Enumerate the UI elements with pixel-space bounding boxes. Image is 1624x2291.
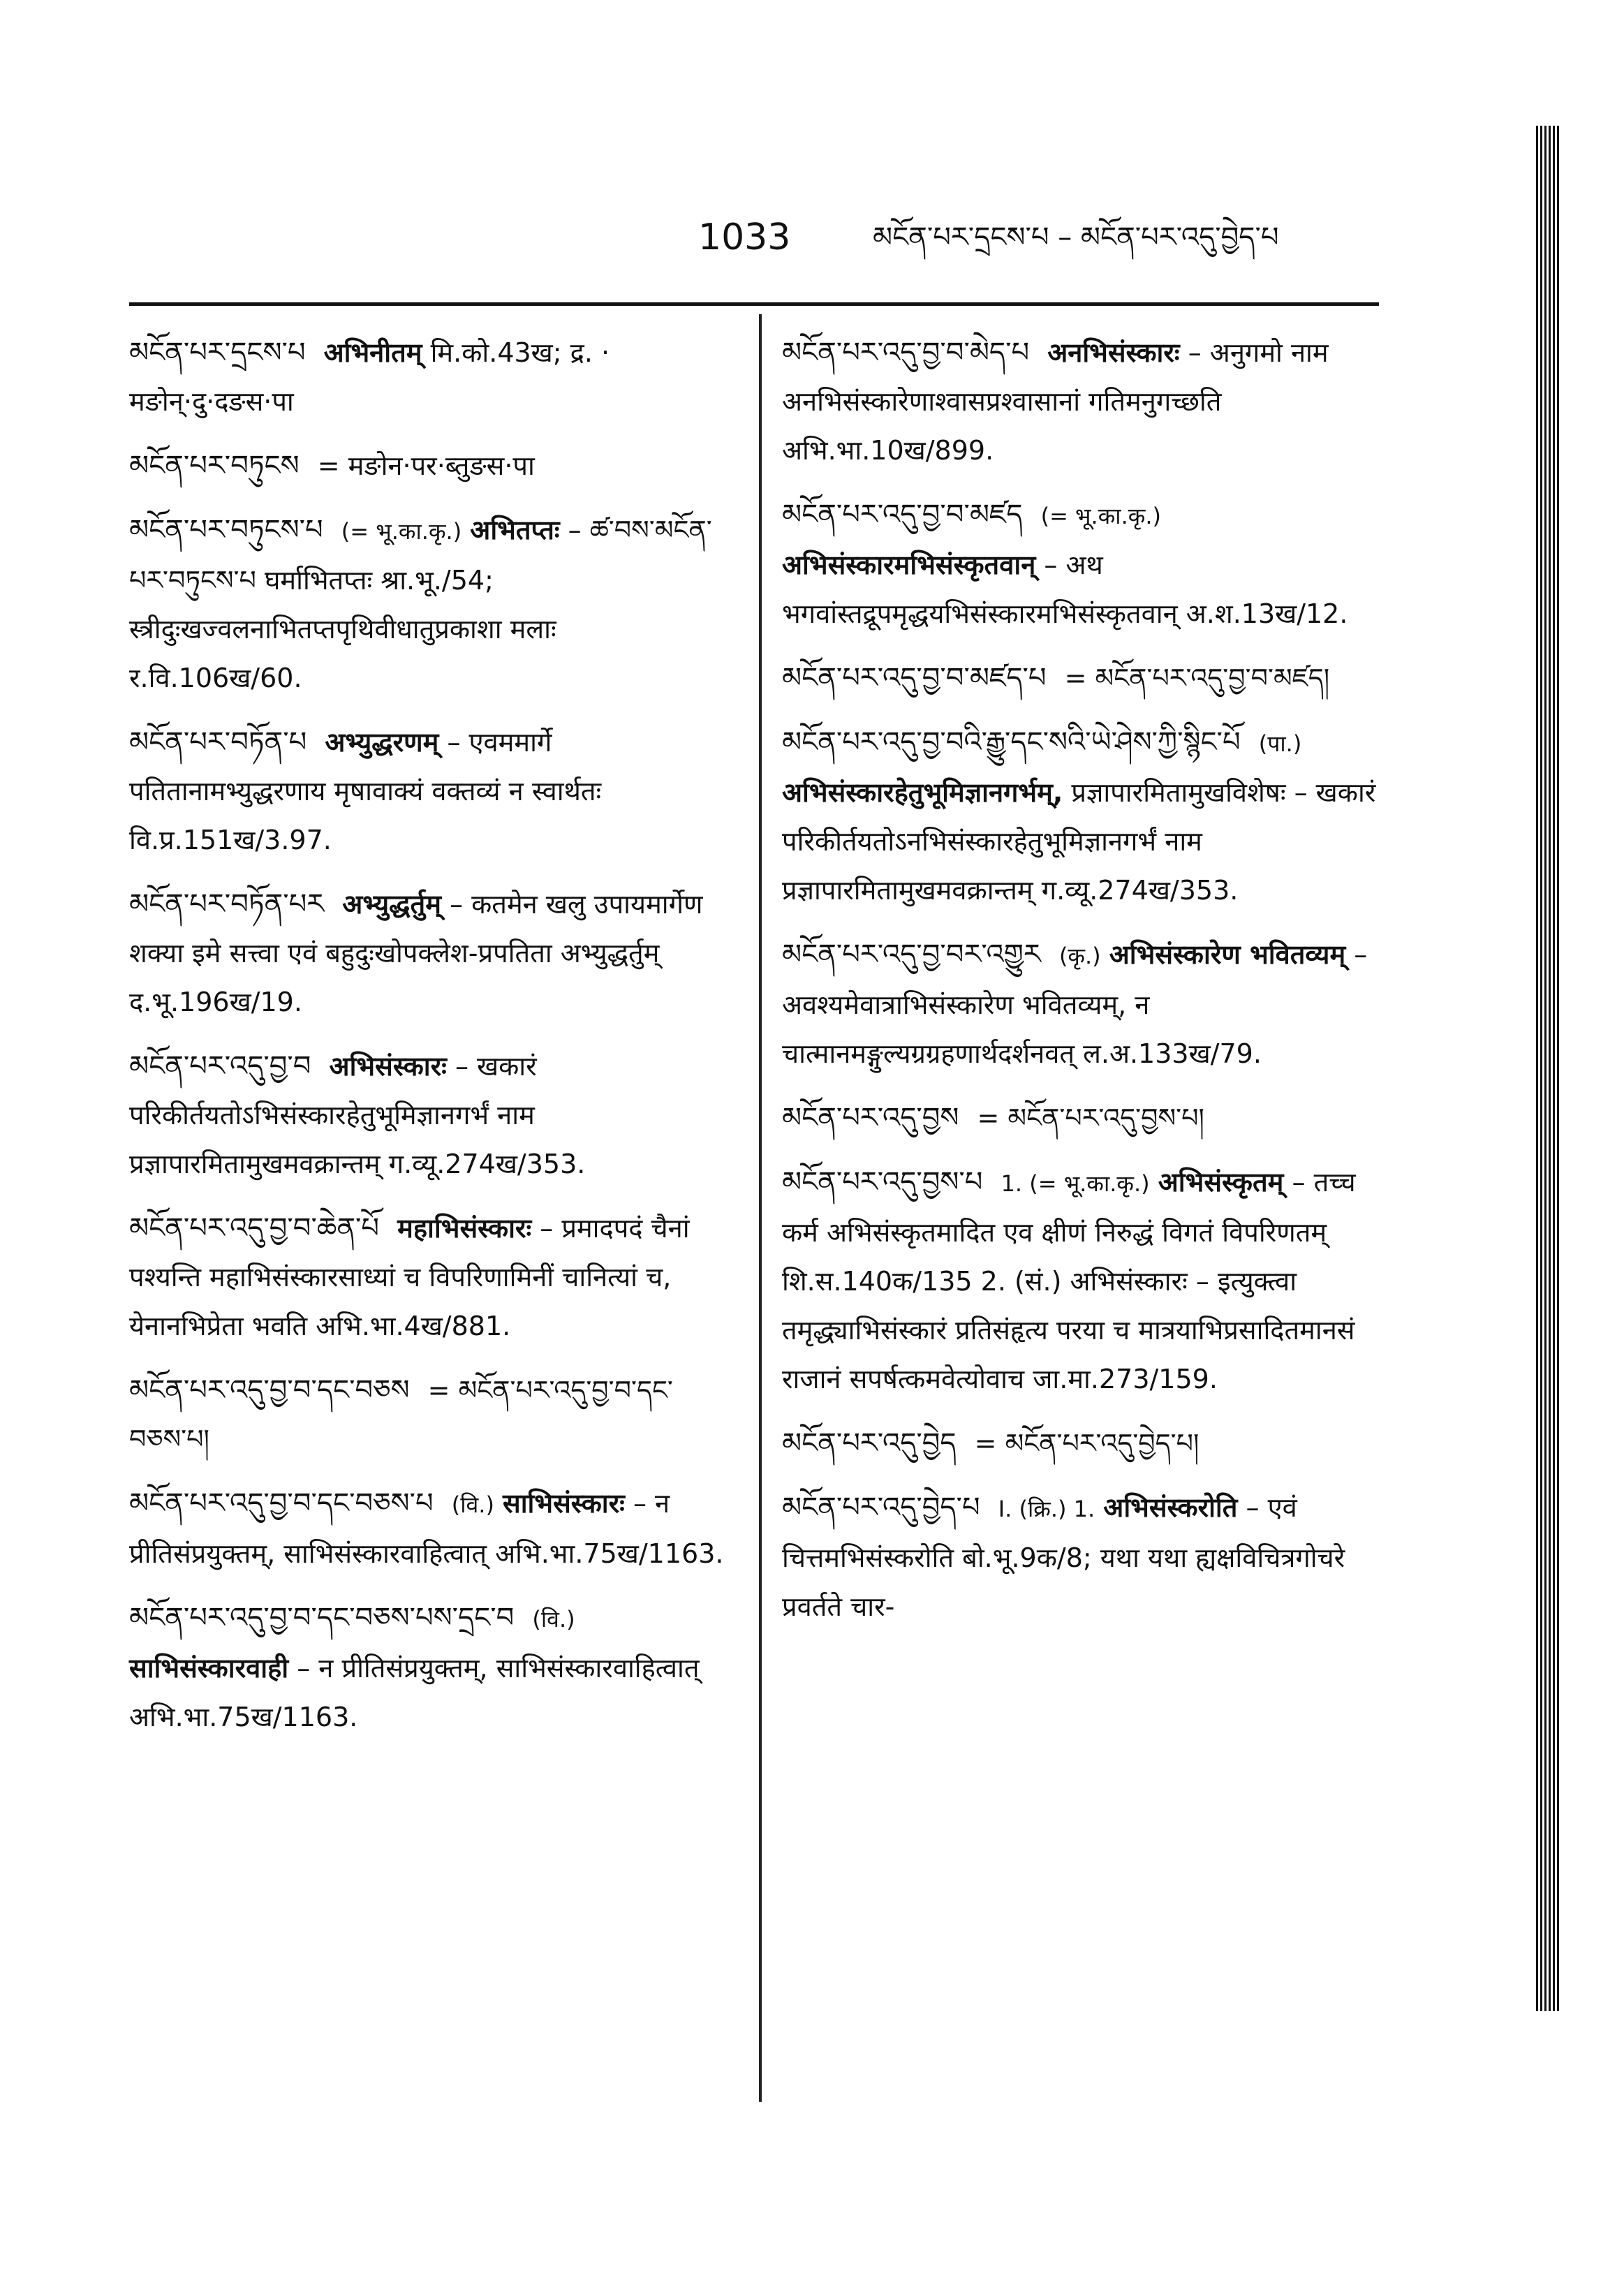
entry-headword: མངོན་པར་བཏོན་པར	[129, 888, 325, 920]
entry-citation: = མངོན་པར་འདུ་བྱས་པ།	[977, 1103, 1204, 1133]
entry-sanskrit-equivalent: अभिसंस्करोति	[1103, 1492, 1238, 1523]
dictionary-entry	[129, 1366, 730, 1464]
entry-grammar-tag: (= भू.का.कृ.)	[341, 518, 462, 545]
entry-sanskrit-equivalent: अभिसंस्कारहेतुभूमिज्ञानगर्भम्,	[782, 777, 1063, 808]
entry-headword: མངོན་པར་འདུ་བྱ་བ་ཆེན་པོ	[129, 1212, 380, 1244]
header-rule	[129, 302, 1379, 306]
entry-headword: མངོན་པར་འདུ་བྱས	[782, 1102, 959, 1134]
entry-headword: མངོན་པར་བཏོན་པ	[129, 726, 307, 758]
entry-grammar-tag: 1. (= भू.का.कृ.)	[1001, 1170, 1150, 1197]
entry-sanskrit-equivalent: साभिसंस्कारः	[503, 1488, 625, 1519]
entry-sanskrit-equivalent: अभिसंस्कारमभिसंस्कृतवान्	[782, 550, 1036, 580]
entry-headword: མངོན་པར་འདུ་བྱ་བ་དང་བཅས་པ	[129, 1487, 434, 1519]
dictionary-entry	[129, 1479, 730, 1578]
dictionary-entry	[782, 654, 1382, 702]
entry-headword: མངོན་པར་འདུ་བྱས་པ	[782, 1166, 983, 1198]
entry-citation: – अनुगमो नाम अनभिसंस्कारेणाश्वासप्रश्वासानां गतिमनुगच्छति अभि.भा.10ख/899.	[782, 337, 1329, 466]
entry-sanskrit-equivalent: अभ्युद्धरणम्	[325, 727, 439, 758]
entry-citation: – अथ भगवांस्तद्रूपमृद्धयभिसंस्कारमभिसंस्कृतवान् अ.श.13ख/12.	[782, 550, 1348, 629]
entry-headword: མངོན་པར་འདུ་བྱ་བ་མཛད་པ	[782, 662, 1047, 694]
entry-grammar-tag: (पा.)	[1258, 730, 1302, 757]
entry-sanskrit-equivalent: अभ्युद्धर्तुम्	[342, 889, 441, 920]
right-column	[782, 328, 1382, 1647]
entry-headword: མངོན་པར་འདུ་བྱ་བ་མེད་པ	[782, 337, 1030, 369]
entry-citation: प्रज्ञापारमितामुखविशेषः – खकारं परिकीर्तयतोऽनभिसंस्कारहेतुभूमिज्ञानगर्भं नाम प्रज्ञापारमितामुखमवक्रान्तम् ग.व्यू.274ख/353.	[782, 777, 1376, 906]
entry-grammar-tag: (वि.)	[451, 1491, 494, 1518]
entry-headword: མངོན་པར་བཏུངས	[129, 450, 300, 482]
entry-headword: མངོན་པར་འདུ་བྱ་བའི་རྒྱུ་དང་སའི་ཡེ་ཤེས་ཀྱི་སྙིང་པོ	[782, 726, 1241, 758]
entry-sanskrit-equivalent: महाभिसंस्कारः	[397, 1213, 532, 1244]
entry-citation: – खकारं परिकीर्तयतोऽभिसंस्कारहेतुभूमिज्ञानगर्भं नाम प्रज्ञापारमितामुखमवक्रान्तम् ग.व्यू.274ख/353.	[129, 1051, 586, 1179]
entry-citation: – अवश्यमेवात्राभिसंस्कारेण भवितव्यम्, न चात्मानमङ्गुल्यग्रग्रहणार्थदर्शनवत् ल.अ.133ख/79.	[782, 939, 1368, 1069]
entry-grammar-tag: (= भू.का.कृ.)	[1040, 503, 1161, 529]
dictionary-entry	[782, 930, 1382, 1078]
entry-sanskrit-equivalent: अभिसंस्कारेण भवितव्यम्	[1109, 939, 1346, 970]
entry-sanskrit-equivalent: साभिसंस्कारवाही	[129, 1653, 289, 1684]
entry-sanskrit-equivalent: अभिनीतम्	[323, 337, 422, 368]
entry-headword: མངོན་པར་འདུ་བྱ་བ་དང་བཅས་པས་དྲང་བ	[129, 1602, 515, 1634]
entry-grammar-tag: (वि.)	[532, 1606, 575, 1633]
dictionary-entry	[129, 441, 730, 490]
dictionary-entry	[782, 328, 1382, 475]
dictionary-entry	[782, 1419, 1382, 1468]
entry-headword: མངོན་པར་འདུ་བྱ་བར་འགྱུར	[782, 938, 1041, 971]
dictionary-entry	[129, 506, 730, 702]
dictionary-entry	[129, 328, 730, 426]
entry-citation: मि.को.43ख; द्र. · मङोन्·दु·दङस·पा	[129, 337, 610, 417]
page-number: 1033	[698, 216, 791, 258]
entry-citation: – कतमेन खलु उपायमार्गेण शक्या इमे सत्त्वा एवं बहुदुःखोपक्लेश-प्रपतिता अभ्युद्धर्तुम् द.भू.196ख/19.	[129, 889, 703, 1017]
dictionary-entry	[782, 1158, 1382, 1404]
entry-headword: མངོན་པར་འདུ་བྱ་བ་མཛད	[782, 499, 1023, 531]
dictionary-entry	[782, 1483, 1382, 1631]
dictionary-entry	[782, 1093, 1382, 1142]
entry-citation: – ཚ་བས་མངོན་པར་བཏུངས་པ घर्माभितप्तः श्रा.भू./54; स्त्रीदुःखज्वलनाभितप्तपृथिवीधातुप्रकाशा मलाः र.वि.106ख/60.	[129, 515, 712, 693]
entry-sanskrit-equivalent: अनभिसंस्कारः	[1047, 337, 1180, 368]
page-header	[698, 209, 1396, 265]
entry-grammar-tag: (कृ.)	[1058, 943, 1101, 969]
left-column	[129, 328, 730, 1757]
dictionary-entry	[782, 490, 1382, 638]
entry-citation: – तच्च कर्म अभिसंस्कृतमादित एव क्षीणं निरुद्धं विगतं विपरिणतम् शि.स.140क/135 2. (सं.) अभिसंस्कारः – इत्युक्त्वा तमृद्ध्याभिसंस्कारं प्रतिसंहृत्य परया च मात्रयाभिप्रसादितमानसं राजानं सपर्षत्कमवेत्योवाच जा.मा.273/159.	[782, 1167, 1356, 1394]
entry-headword: མངོན་པར་དྲངས་པ	[129, 337, 306, 369]
entry-citation: – न प्रीतिसंप्रयुक्तम्, साभिसंस्कारवाहित्वात् अभि.भा.75ख/1163.	[129, 1653, 700, 1732]
entry-citation: = मङोन·पर·ब्तुङस·पा	[317, 450, 535, 481]
column-divider	[759, 314, 762, 2102]
entry-citation: = མངོན་པར་འདུ་བྱ་བ་མཛད།	[1064, 663, 1330, 693]
dictionary-entry	[129, 1042, 730, 1188]
binding-edge	[1536, 126, 1561, 2011]
entry-sanskrit-equivalent: अभिसंस्कारः	[329, 1051, 447, 1082]
entry-headword: མངོན་པར་འདུ་བྱ་བ་དང་བཅས	[129, 1374, 410, 1406]
entry-grammar-tag: I. (क्रि.) 1.	[998, 1496, 1095, 1522]
dictionary-entry	[129, 1204, 730, 1350]
entry-headword: མངོན་པར་འདུ་བྱ་བ	[129, 1050, 311, 1082]
entry-citation: – एवममार्गे पतितानामभ्युद्धरणाय मृषावाक्यं वक्तव्यं न स्वार्थतः वि.प्र.151ख/3.97.	[129, 727, 602, 855]
entry-headword: མངོན་པར་འདུ་བྱེད་པ	[782, 1491, 980, 1524]
entry-headword: མངོན་པར་བཏུངས་པ	[129, 514, 323, 546]
entry-headword: མངོན་པར་འདུ་བྱེད	[782, 1427, 957, 1459]
dictionary-entry	[129, 880, 730, 1026]
entry-citation: – एवं चित्तमभिसंस्करोति बो.भू.9क/8; यथा यथा ह्यक्षविचित्रगोचरे प्रवर्तते चार-	[782, 1492, 1345, 1622]
entry-citation: = མངོན་པར་འདུ་བྱ་བ་དང་བཅས་པ།	[129, 1375, 673, 1454]
entry-sanskrit-equivalent: अभिसंस्कृतम्	[1158, 1167, 1284, 1198]
entry-citation: – न प्रीतिसंप्रयुक्तम्, साभिसंस्कारवाहित्वात् अभि.भा.75ख/1163.	[129, 1488, 724, 1569]
dictionary-entry	[782, 718, 1382, 915]
dictionary-entry	[129, 1593, 730, 1741]
entry-citation: = མངོན་པར་འདུ་བྱེད་པ།	[974, 1428, 1199, 1459]
running-head: མངོན་པར་དྲངས་པ – མངོན་པར་འདུ་བྱེད་པ	[873, 221, 1279, 253]
entry-citation: – प्रमादपदं चैनां पश्यन्ति महाभिसंस्कारसाध्यां च विपरिणामिनीं चानित्यां च, येनानभिप्रेता भवति अभि.भा.4ख/881.	[129, 1213, 690, 1341]
dictionary-entry	[129, 718, 730, 864]
entry-sanskrit-equivalent: अभितप्तः	[470, 515, 560, 545]
